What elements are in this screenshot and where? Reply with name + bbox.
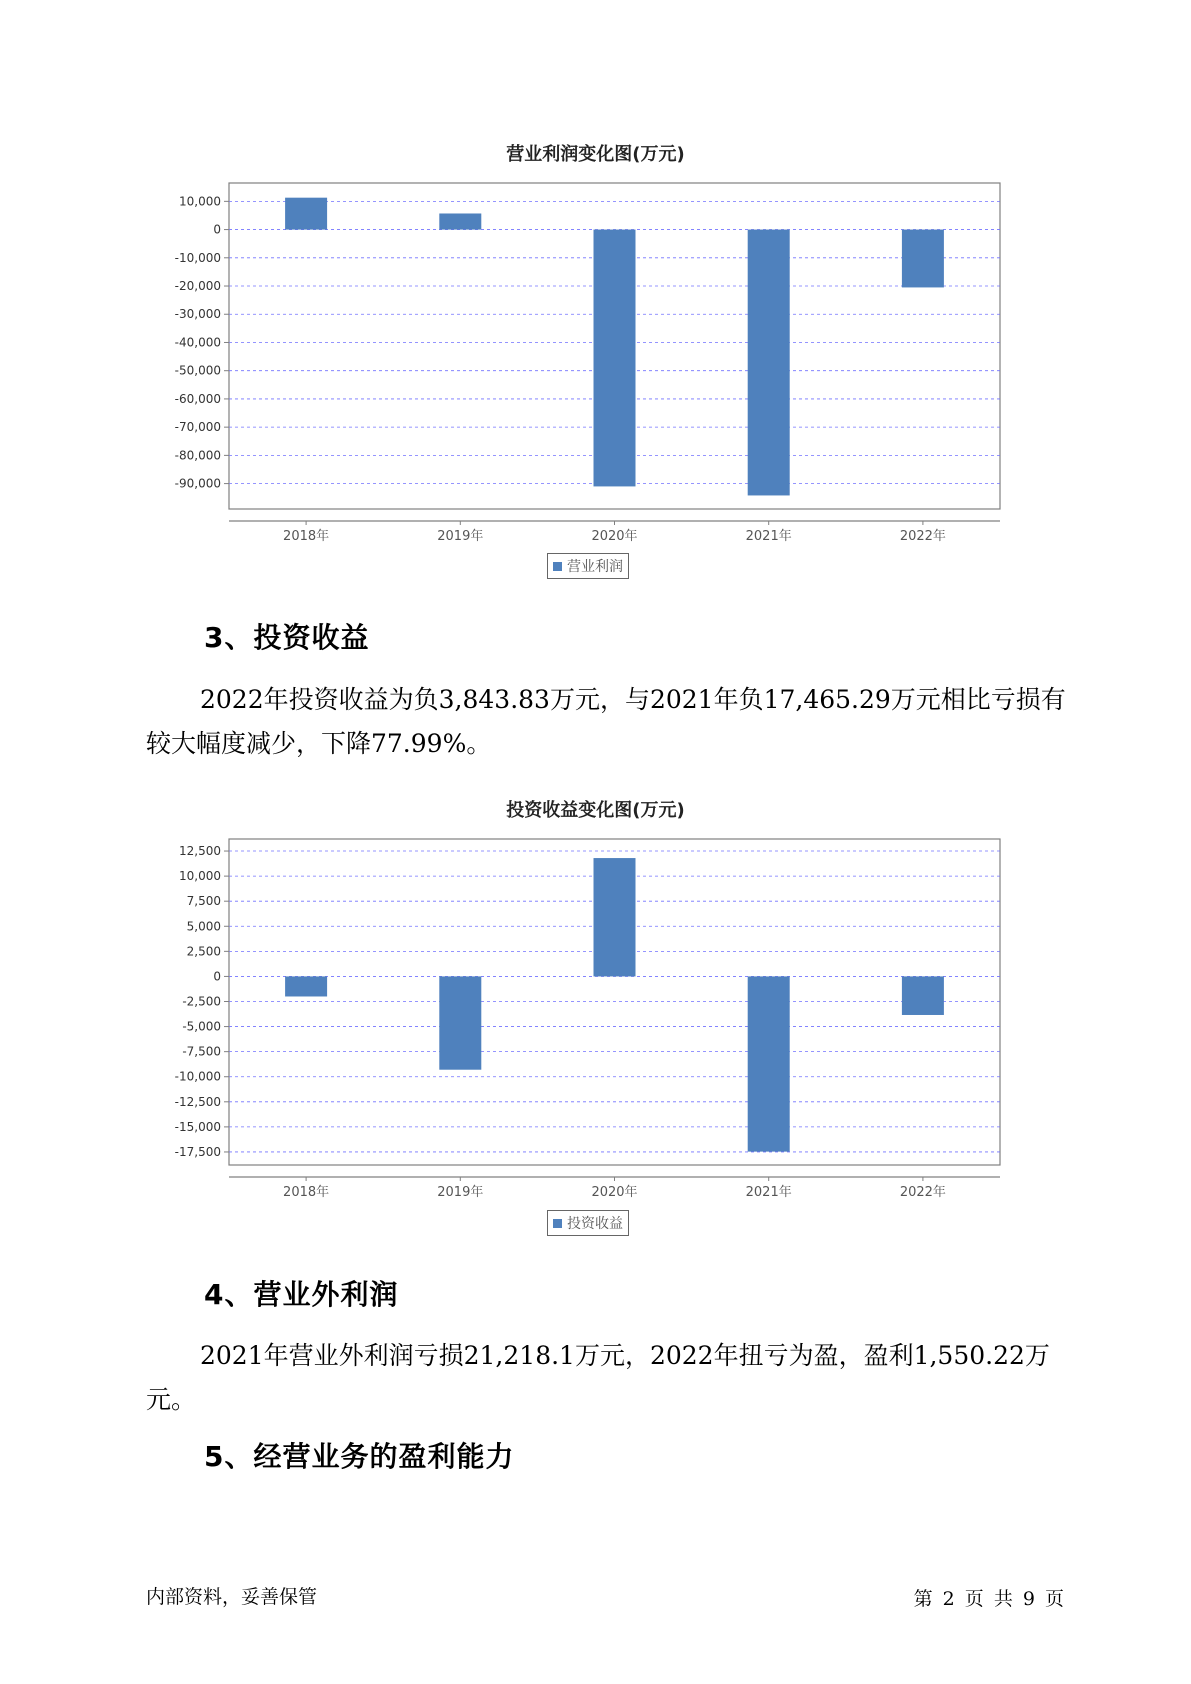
chart1-ytick-label: -70,000: [174, 420, 221, 435]
chart1-ytick-label: -30,000: [174, 307, 221, 322]
footer-page-number: 第 2 页 共 9 页: [913, 1588, 1064, 1610]
chart2-ytick-label: -2,500: [182, 994, 221, 1009]
section3-paragraph: [146, 678, 1068, 766]
chart2-bar: [748, 976, 790, 1151]
chart2-xtick-label: 2021年: [745, 1185, 792, 1200]
chart2-ytick-label: 5,000: [186, 919, 221, 934]
chart1-title: 营业利润变化图(万元): [506, 144, 685, 165]
chart2-investment-income: [0, 826, 1191, 1206]
chart2-xtick-label: 2019年: [437, 1185, 484, 1200]
chart1-ytick-label: -90,000: [174, 476, 221, 491]
chart2-bar: [439, 976, 481, 1069]
chart1-bar: [748, 230, 790, 496]
chart1-xtick-label: 2021年: [745, 529, 792, 544]
chart2-title: 投资收益变化图(万元): [506, 800, 685, 821]
chart2-ytick-label: -7,500: [182, 1044, 221, 1059]
chart2-ytick-label: -15,000: [174, 1119, 221, 1134]
chart1-ytick-label: -60,000: [174, 391, 221, 406]
chart2-ytick-label: 10,000: [179, 869, 221, 884]
chart1-xtick-label: 2022年: [899, 529, 946, 544]
chart2-xtick-label: 2018年: [283, 1185, 330, 1200]
chart1-ytick-label: -50,000: [174, 363, 221, 378]
section5-heading: 5、经营业务的盈利能力: [204, 1440, 515, 1473]
chart2-ytick-label: -5,000: [182, 1019, 221, 1034]
chart2-legend: [547, 1210, 629, 1236]
chart2-ytick-label: 0: [213, 969, 221, 984]
chart2-xtick-label: 2022年: [899, 1185, 946, 1200]
chart2-ytick-label: 12,500: [179, 844, 221, 859]
footer-confidential-note: 内部资料，妥善保管: [146, 1586, 318, 1608]
chart1-ytick-label: -40,000: [174, 335, 221, 350]
chart2-ytick-label: -10,000: [174, 1069, 221, 1084]
section4-paragraph: [146, 1334, 1068, 1422]
chart1-bar: [902, 230, 944, 288]
section4-heading: 4、营业外利润: [204, 1278, 399, 1311]
chart1-bar: [439, 213, 481, 229]
chart2-legend-label: 投资收益: [567, 1216, 623, 1232]
section3-heading: 3、投资收益: [204, 621, 370, 654]
chart1-legend: [547, 553, 629, 579]
chart1-xtick-label: 2018年: [283, 529, 330, 544]
chart2-ytick-label: -12,500: [174, 1094, 221, 1109]
chart1-bar: [285, 198, 327, 230]
chart1-legend-label: 营业利润: [567, 559, 623, 575]
chart2-ytick-label: -17,500: [174, 1144, 221, 1159]
chart1-ytick-label: 10,000: [179, 194, 221, 209]
chart1-operating-profit: [0, 170, 1191, 550]
section4-paragraph-text: 2021年营业外利润亏损21,218.1万元，2022年扭亏为盈，盈利1,550.22万元。: [146, 1341, 1050, 1414]
chart1-ytick-label: -80,000: [174, 448, 221, 463]
legend-swatch-icon: [553, 1219, 562, 1228]
chart1-ytick-label: 0: [213, 222, 221, 237]
legend-swatch-icon: [553, 562, 562, 571]
chart1-bar: [594, 230, 636, 487]
chart2-ytick-label: 7,500: [186, 894, 221, 909]
chart1-ytick-label: -20,000: [174, 279, 221, 294]
chart2-xtick-label: 2020年: [591, 1185, 638, 1200]
chart1-xtick-label: 2019年: [437, 529, 484, 544]
chart2-bar: [902, 976, 944, 1015]
chart2-ytick-label: 2,500: [186, 944, 221, 959]
section3-paragraph-text: 2022年投资收益为负3,843.83万元，与2021年负17,465.29万元相比亏损有较大幅度减少，下降77.99%。: [146, 685, 1066, 758]
chart2-bar: [285, 976, 327, 996]
chart1-xtick-label: 2020年: [591, 529, 638, 544]
chart1-ytick-label: -10,000: [174, 250, 221, 265]
chart2-bar: [594, 858, 636, 976]
